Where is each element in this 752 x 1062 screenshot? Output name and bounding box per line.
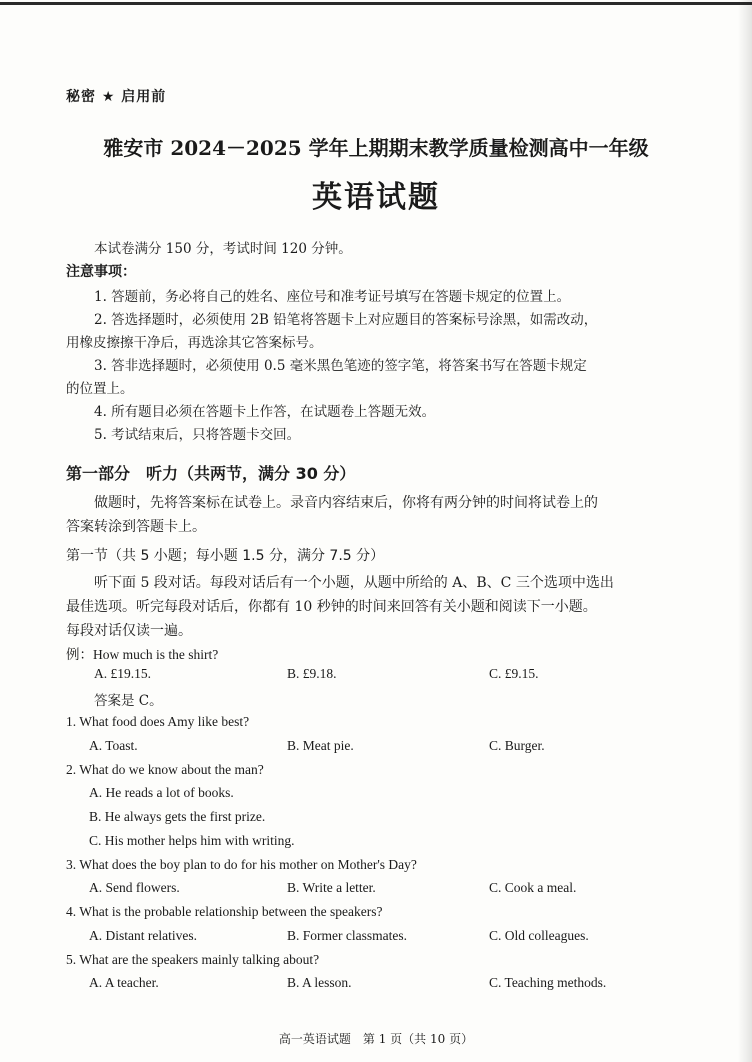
question-1: 1. What food does Amy like best? xyxy=(66,714,250,729)
section1-instruction: 最佳选项。听完每段对话后，你都有 10 秒钟的时间来回答有关小题和阅读下一小题。 xyxy=(66,599,597,615)
notice-item: 1. 答题前，务必将自己的姓名、座位号和准考证号填写在答题卡规定的位置上。 xyxy=(94,289,571,305)
q2-option-a: A. He reads a lot of books. xyxy=(89,785,234,800)
q5-option-a: A. A teacher. xyxy=(89,975,159,990)
q4-option-b: B. Former classmates. xyxy=(287,928,407,943)
q2-option-c: C. His mother helps him with writing. xyxy=(89,833,295,848)
confidential-label: 秘密 ★ 启用前 xyxy=(66,89,167,105)
page-footer: 高一英语试题 第 1 页（共 10 页） xyxy=(278,1032,474,1046)
q2-option-b: B. He always gets the first prize. xyxy=(89,809,266,824)
exam-title: 雅安市 2024－2025 学年上期期末教学质量检测高中一年级 xyxy=(103,136,649,160)
notice-item: 用橡皮擦擦干净后，再选涂其它答案标号。 xyxy=(66,335,323,351)
question-2: 2. What do we know about the man? xyxy=(66,762,264,777)
question-3: 3. What does the boy plan to do for his mother on Mother's Day? xyxy=(66,857,417,872)
section1-instruction: 每段对话仅读一遍。 xyxy=(66,623,192,639)
q3-option-a: A. Send flowers. xyxy=(89,880,180,895)
q1-option-a: A. Toast. xyxy=(89,738,138,753)
q3-option-b: B. Write a letter. xyxy=(287,880,376,895)
question-4: 4. What is the probable relationship between the speakers? xyxy=(66,904,383,919)
full-score-note: 本试卷满分 150 分，考试时间 120 分钟。 xyxy=(94,241,352,257)
q4-option-a: A. Distant relatives. xyxy=(89,928,197,943)
scan-edge-line xyxy=(0,2,752,5)
q5-option-b: B. A lesson. xyxy=(287,975,352,990)
section1-heading: 第一节（共 5 小题；每小题 1.5 分，满分 7.5 分） xyxy=(66,548,385,564)
question-5: 5. What are the speakers mainly talking about? xyxy=(66,952,320,967)
q3-option-c: C. Cook a meal. xyxy=(489,880,577,895)
q1-option-c: C. Burger. xyxy=(489,738,545,753)
example-option-b: B. £9.18. xyxy=(287,666,337,681)
example-question: 例：How much is the shirt? xyxy=(66,647,219,662)
notice-item: 4. 所有题目必须在答题卡上作答，在试题卷上答题无效。 xyxy=(94,404,436,420)
section1-instruction: 听下面 5 段对话。每段对话后有一个小题，从题中所给的 A、B、C 三个选项中选出 xyxy=(94,575,614,591)
part1-instruction: 答案转涂到答题卡上。 xyxy=(66,519,206,535)
notice-heading: 注意事项： xyxy=(66,264,136,280)
notice-item: 5. 考试结束后，只将答题卡交回。 xyxy=(94,427,301,443)
example-option-a: A. £19.15. xyxy=(94,666,151,681)
notice-item: 3. 答非选择题时，必须使用 0.5 毫米黑色笔迹的签字笔，将答案书写在答题卡规定 xyxy=(94,358,587,374)
example-option-c: C. £9.15. xyxy=(489,666,539,681)
notice-item: 2. 答选择题时，必须使用 2B 铅笔将答题卡上对应题目的答案标号涂黑，如需改动， xyxy=(94,312,598,328)
part1-heading: 第一部分 听力（共两节，满分 30 分） xyxy=(66,464,356,483)
notice-item: 的位置上。 xyxy=(66,381,134,397)
q4-option-c: C. Old colleagues. xyxy=(489,928,589,943)
q1-option-b: B. Meat pie. xyxy=(287,738,354,753)
example-answer: 答案是 C。 xyxy=(94,693,163,709)
subject-title: 英语试题 xyxy=(312,180,440,215)
part1-instruction: 做题时，先将答案标在试卷上。录音内容结束后，你将有两分钟的时间将试卷上的 xyxy=(94,495,598,511)
q5-option-c: C. Teaching methods. xyxy=(489,975,607,990)
